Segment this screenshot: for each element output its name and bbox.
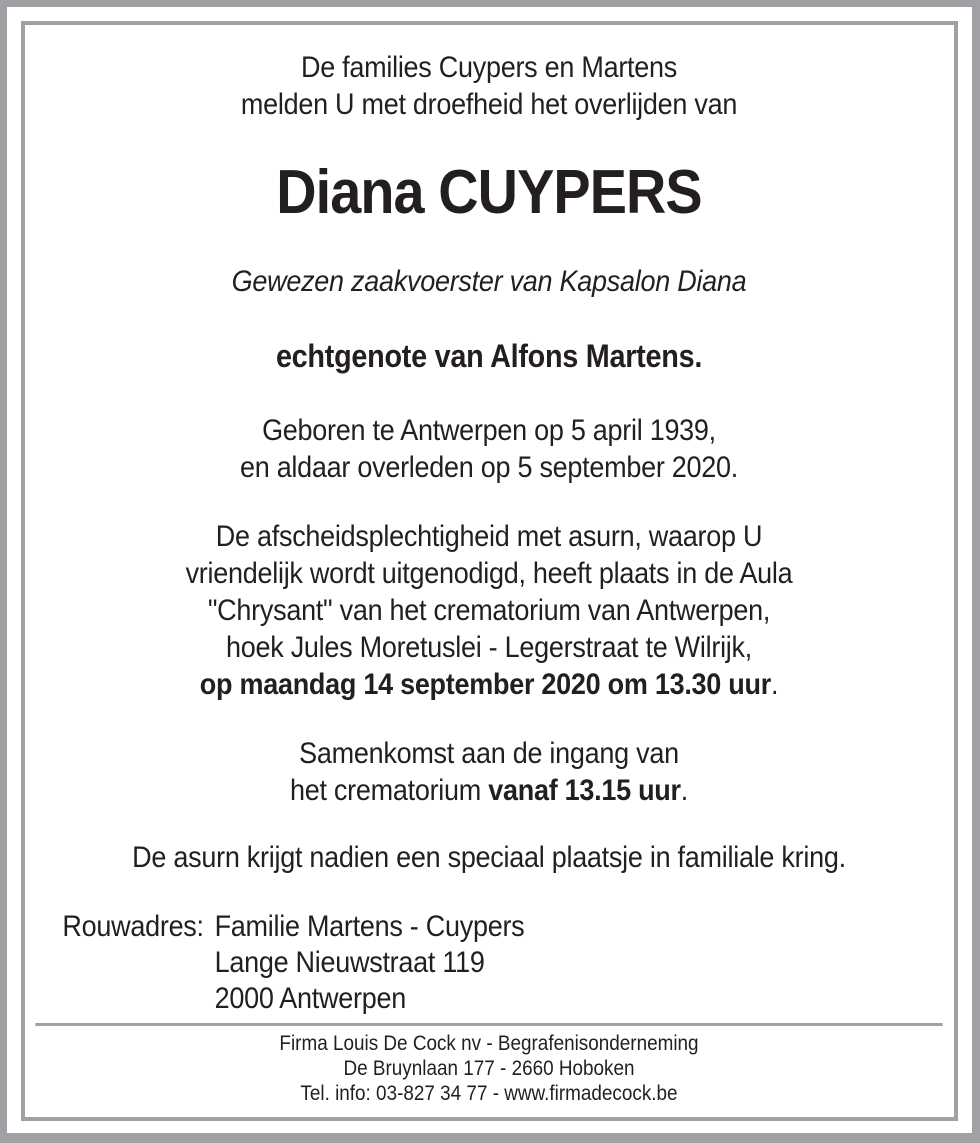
announcement-frame <box>21 21 958 1121</box>
announcement-content <box>25 25 954 1106</box>
funeral-home-contact-line: Tel. info: 03-827 34 77 - www.firmadecock.be <box>300 1082 678 1105</box>
intro-line: De families Cuypers en Martens <box>300 51 678 84</box>
ceremony-line: vriendelijk wordt uitgenodigd, heeft plaats in de Aula <box>185 557 793 590</box>
ceremony-line: De afscheidsplechtigheid met asurn, waarop U <box>215 520 763 553</box>
life-dates-block <box>25 412 954 486</box>
mourning-address-block <box>25 909 954 1017</box>
mourning-address-label: Rouwadres: <box>62 910 204 943</box>
gathering-time: vanaf 13.15 uur <box>488 774 681 807</box>
intro-line: melden U met droefheid het overlijden van <box>240 88 738 121</box>
funeral-home-address-line: De Bruynlaan 177 - 2660 Hoboken <box>343 1057 635 1080</box>
gathering-line-1: Samenkomst aan de ingang van <box>299 737 679 770</box>
deceased-name: Diana CUYPERS <box>276 158 702 227</box>
relation-line: echtgenote van Alfons Martens. <box>275 338 703 374</box>
mourning-address-line: Familie Martens - Cuypers <box>214 910 525 943</box>
intro-block <box>25 49 954 123</box>
ceremony-line: hoek Jules Moretuslei - Legerstraat te Wilrijk, <box>225 631 752 664</box>
gathering-block <box>25 735 954 809</box>
mourning-address-lines <box>215 909 525 1017</box>
mourning-address-line: Lange Nieuwstraat 119 <box>214 946 485 979</box>
ceremony-datetime-line <box>25 666 954 703</box>
urn-line: De asurn krijgt nadien een speciaal plaatsje in familiale kring. <box>132 841 846 874</box>
ceremony-datetime-period: . <box>770 668 779 701</box>
ceremony-datetime: op maandag 14 september 2020 om 13.30 uur <box>199 668 771 701</box>
paper <box>7 7 972 1133</box>
gathering-line-2 <box>25 772 954 809</box>
mourning-address-line: 2000 Antwerpen <box>214 982 406 1015</box>
funeral-home-footer <box>25 1031 954 1106</box>
ceremony-line: "Chrysant" van het crematorium van Antwerpen, <box>207 594 771 627</box>
birth-line: Geboren te Antwerpen op 5 april 1939, <box>262 414 716 447</box>
footer-divider <box>35 1023 942 1026</box>
deceased-subtitle: Gewezen zaakvoerster van Kapsalon Diana <box>231 265 747 298</box>
death-line: en aldaar overleden op 5 september 2020. <box>239 451 739 484</box>
funeral-home-name-line: Firma Louis De Cock nv - Begrafenisonderneming <box>279 1032 699 1055</box>
gathering-location: het crematorium <box>289 774 489 807</box>
ceremony-block <box>25 518 954 703</box>
gathering-period: . <box>680 774 689 807</box>
